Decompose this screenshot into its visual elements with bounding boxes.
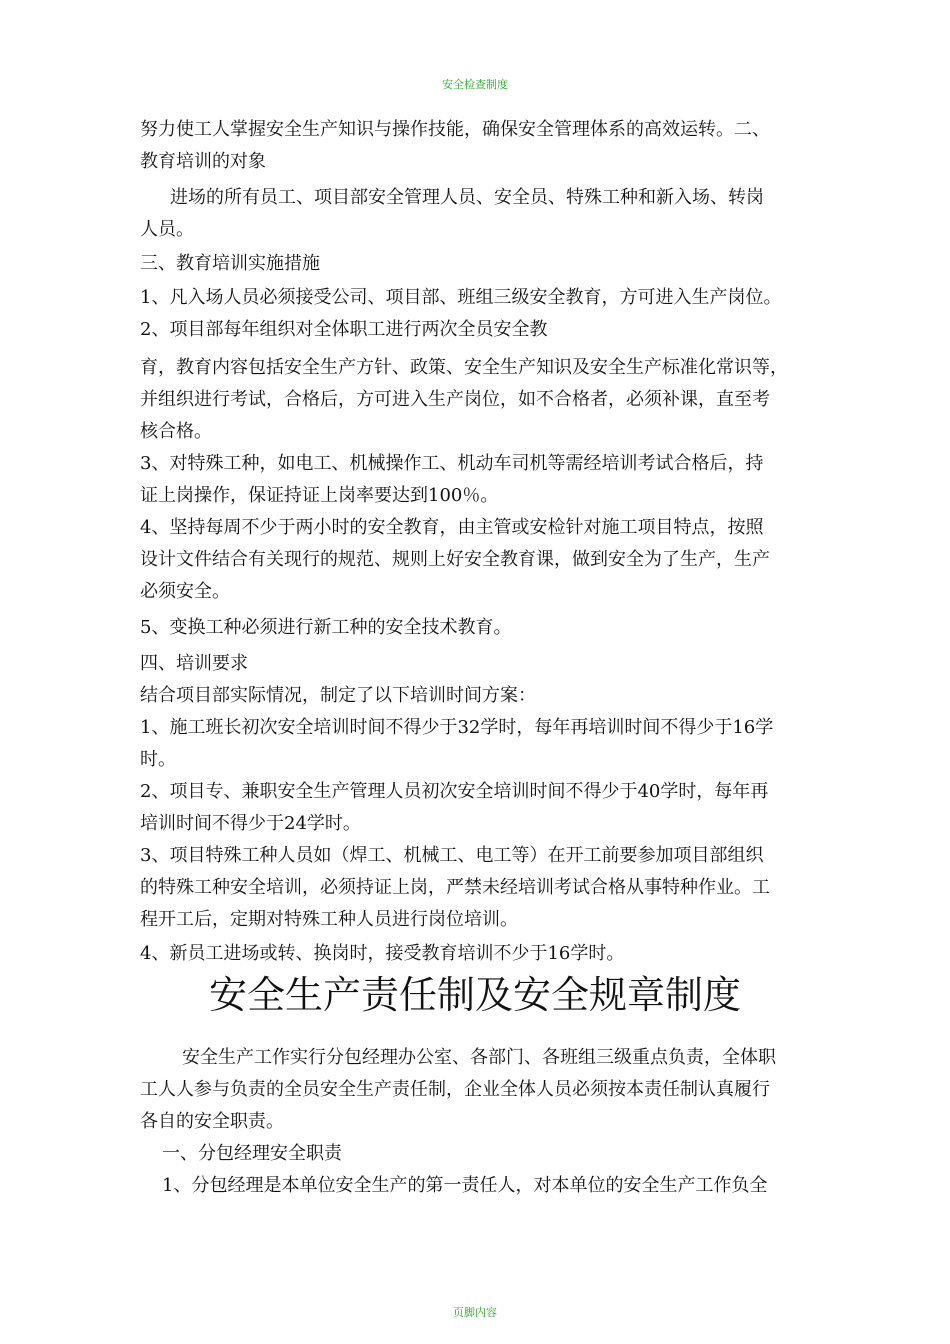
text-line: 并组织进行考试，合格后，方可进入生产岗位，如不合格者，必须补课，直至考	[140, 389, 770, 410]
text-line: 3、项目特殊工种人员如（焊工、机械工、电工等）在开工前要参加项目部组织	[140, 845, 764, 866]
text-line: 教育培训的对象	[140, 151, 266, 172]
section-heading: 一、分包经理安全职责	[162, 1143, 342, 1164]
text-line: 4、新员工进场或转、换岗时，接受教育培训不少于16学时。	[140, 943, 625, 964]
text-line: 1、凡入场人员必须接受公司、项目部、班组三级安全教育，方可进入生产岗位。	[140, 287, 782, 308]
text-line: 工人人参与负责的全员安全生产责任制，企业全体人员必须按本责任制认真履行	[140, 1079, 770, 1100]
text-line: 的特殊工种安全培训，必须持证上岗，严禁未经培训考试合格从事特种作业。工	[140, 877, 770, 898]
text-line: 程开工后，定期对特殊工种人员进行岗位培训。	[140, 909, 518, 930]
text-line: 时。	[140, 749, 176, 770]
text-line: 核合格。	[140, 421, 212, 442]
text-line: 设计文件结合有关现行的规范、规则上好安全教育课，做到安全为了生产，生产	[140, 549, 770, 570]
text-line: 培训时间不得少于24学时。	[140, 813, 361, 834]
text-line: 5、变换工种必须进行新工种的安全技术教育。	[140, 617, 512, 638]
text-line: 进场的所有员工、项目部安全管理人员、安全员、特殊工种和新入场、转岗	[170, 187, 764, 208]
text-line: 努力使工人掌握安全生产知识与操作技能，确保安全管理体系的高效运转。二、	[140, 119, 770, 140]
text-line: 结合项目部实际情况，制定了以下培训时间方案：	[140, 685, 536, 706]
page-footer: 页脚内容	[453, 1306, 497, 1319]
text-line: 育，教育内容包括安全生产方针、政策、安全生产知识及安全生产标准化常识等，	[140, 357, 788, 378]
text-line: 4、坚持每周不少于两小时的安全教育，由主管或安检针对施工项目特点，按照	[140, 517, 764, 538]
text-line: 3、对特殊工种，如电工、机械操作工、机动车司机等需经培训考试合格后，持	[140, 453, 764, 474]
section-heading: 四、培训要求	[140, 653, 248, 674]
text-line: 1、施工班长初次安全培训时间不得少于32学时，每年再培训时间不得少于16学	[140, 717, 774, 738]
text-line: 证上岗操作，保证持证上岗率要达到100％。	[140, 485, 499, 506]
text-line: 各自的安全职责。	[140, 1111, 284, 1132]
text-line: 安全生产工作实行分包经理办公室、各部门、各班组三级重点负责，全体职	[182, 1047, 776, 1068]
text-line: 必须安全。	[140, 581, 230, 602]
document-title: 安全生产责任制及安全规章制度	[208, 973, 741, 1017]
section-heading: 三、教育培训实施措施	[140, 253, 320, 274]
text-line: 2、项目专、兼职安全生产管理人员初次安全培训时间不得少于40学时，每年再	[140, 781, 769, 802]
text-line: 2、项目部每年组织对全体职工进行两次全员安全教	[140, 319, 548, 340]
text-line: 人员。	[140, 219, 194, 240]
text-line: 1、分包经理是本单位安全生产的第一责任人，对本单位的安全生产工作负全	[162, 1175, 768, 1196]
page-header: 安全检查制度	[442, 78, 508, 91]
